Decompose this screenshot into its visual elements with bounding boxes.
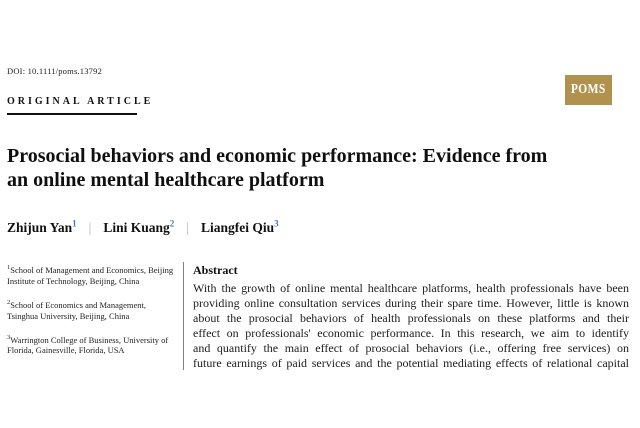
abstract-section — [193, 263, 629, 370]
author-1-superscript: 1 — [72, 218, 77, 228]
affiliation-list — [7, 262, 175, 366]
title-line-2: an online mental healthcare platform — [7, 169, 325, 191]
journal-logo — [565, 75, 612, 105]
affiliation-1 — [7, 262, 175, 287]
author-2-superscript: 2 — [169, 218, 175, 228]
abstract-line: and quantify the main effect of prosocial behaviors (i.e., offering free services) on — [193, 341, 629, 355]
abstract-line: effect on professionals' economic performance. In this research, we aim to identify — [193, 326, 629, 340]
author-3 — [201, 220, 279, 235]
affiliation-1-superscript: 1 — [7, 264, 11, 271]
affiliation-1-text: School of Management and Economics, Beijing Institute of Technology, Beijing, China — [7, 264, 174, 286]
author-separator: | — [186, 219, 189, 235]
title-line-1: Prosocial behaviors and economic performance: Evidence from — [7, 145, 548, 167]
author-list — [7, 218, 627, 236]
abstract-line: providing online consultation services during their spare time. However, little is known — [193, 296, 629, 310]
author-3-name: Liangfei Qiu — [200, 219, 275, 235]
author-3-superscript: 3 — [274, 218, 279, 228]
author-1-name: Zhijun Yan — [7, 219, 73, 235]
article-type-underline — [7, 113, 137, 115]
abstract-line: about the prosocial behaviors of health professionals on these platforms and their — [193, 311, 629, 325]
affiliation-3-text: Warrington College of Business, University of Florida, Gainesville, Florida, USA — [7, 334, 169, 356]
abstract-heading: Abstract — [193, 263, 238, 277]
article-type-label: ORIGINAL ARTICLE — [7, 96, 154, 107]
column-divider — [183, 262, 184, 370]
page-title — [7, 144, 627, 192]
author-separator: | — [88, 219, 92, 235]
doi-text: DOI: 10.1111/poms.13792 — [7, 66, 103, 76]
abstract-line: With the growth of online mental healthcare platforms, health professionals have been — [193, 281, 629, 295]
affiliation-3 — [7, 332, 175, 357]
affiliation-2-text: School of Economics and Management, Tsinghua University, Beijing, China — [7, 299, 146, 321]
abstract-line-clipped: future earnings of paid services and the potential mediating effects of relational capital — [193, 356, 629, 370]
affiliation-2-superscript: 2 — [7, 298, 11, 306]
author-2-name: Lini Kuang — [103, 219, 170, 235]
affiliation-2 — [7, 297, 175, 322]
author-2 — [103, 220, 174, 235]
journal-logo-text: POMS — [571, 82, 606, 97]
affiliation-3-superscript: 3 — [7, 333, 11, 341]
author-1 — [7, 220, 77, 235]
